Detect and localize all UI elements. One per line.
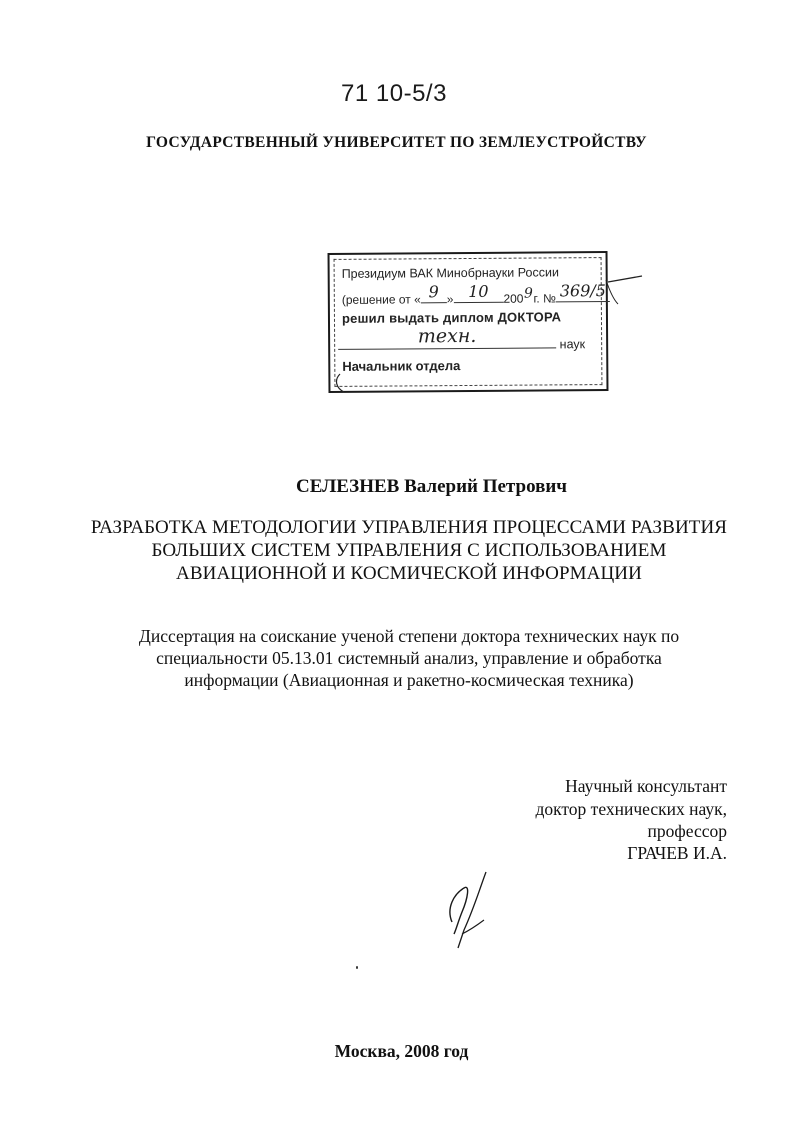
stamp-number-prefix: г. № — [533, 291, 556, 306]
advisor-degree: доктор технических наук, — [535, 799, 727, 819]
stamp-diploma-line: решил выдать диплом ДОКТОРА — [341, 309, 562, 326]
stamp-day-close: » — [446, 292, 454, 307]
stamp-header: Президиум ВАК Минобрнауки России — [341, 265, 559, 281]
advisor-title: профессор — [647, 821, 727, 841]
advisor-role: Научный консультант — [565, 776, 727, 796]
stamp-handwriting-strokes — [326, 256, 646, 396]
dissertation-title-line-2: БОЛЬШИХ СИСТЕМ УПРАВЛЕНИЯ С ИСПОЛЬЗОВАНИЕМ — [151, 540, 667, 561]
university-name: ГОСУДАРСТВЕННЫЙ УНИВЕРСИТЕТ ПО ЗЕМЛЕУСТРОЙСТВУ — [146, 134, 647, 151]
dissertation-description-line-3: информации (Авиационная и ракетно-космическая техника) — [184, 670, 634, 690]
stamp-day: 9 — [428, 282, 439, 302]
stamp-year-digit: 9 — [523, 285, 533, 302]
advisor-name: ГРАЧЕВ И.А. — [627, 843, 727, 863]
stamp-science-field: техн. — [417, 324, 477, 348]
document-code-number: 71 10-5/3 — [341, 80, 447, 107]
city-year: Москва, 2008 год — [334, 1041, 469, 1061]
stamp-number: 369/5 — [559, 281, 606, 301]
dissertation-title-line-1: РАЗРАБОТКА МЕТОДОЛОГИИ УПРАВЛЕНИЯ ПРОЦЕССАМИ РАЗВИТИЯ — [90, 517, 728, 538]
author-name: СЕЛЕЗНЕВ Валерий Петрович — [295, 476, 568, 497]
stamp-science-suffix: наук — [559, 337, 586, 352]
dissertation-description-line-2: специальности 05.13.01 системный анализ, управление и обработка — [156, 648, 662, 668]
stamp-month: 10 — [468, 281, 489, 301]
stamp-decision-prefix: (решение от « — [341, 292, 421, 307]
stamp-year-prefix: 200 — [503, 291, 524, 306]
dissertation-description-line-1: Диссертация на соискание ученой степени доктора технических наук по — [138, 626, 680, 646]
advisor-signature — [440, 868, 500, 958]
stamp-department-head: Начальник отдела — [342, 358, 461, 374]
scan-speck — [356, 966, 358, 969]
dissertation-title-line-3: АВИАЦИОННОЙ И КОСМИЧЕСКОЙ ИНФОРМАЦИИ — [176, 563, 642, 584]
